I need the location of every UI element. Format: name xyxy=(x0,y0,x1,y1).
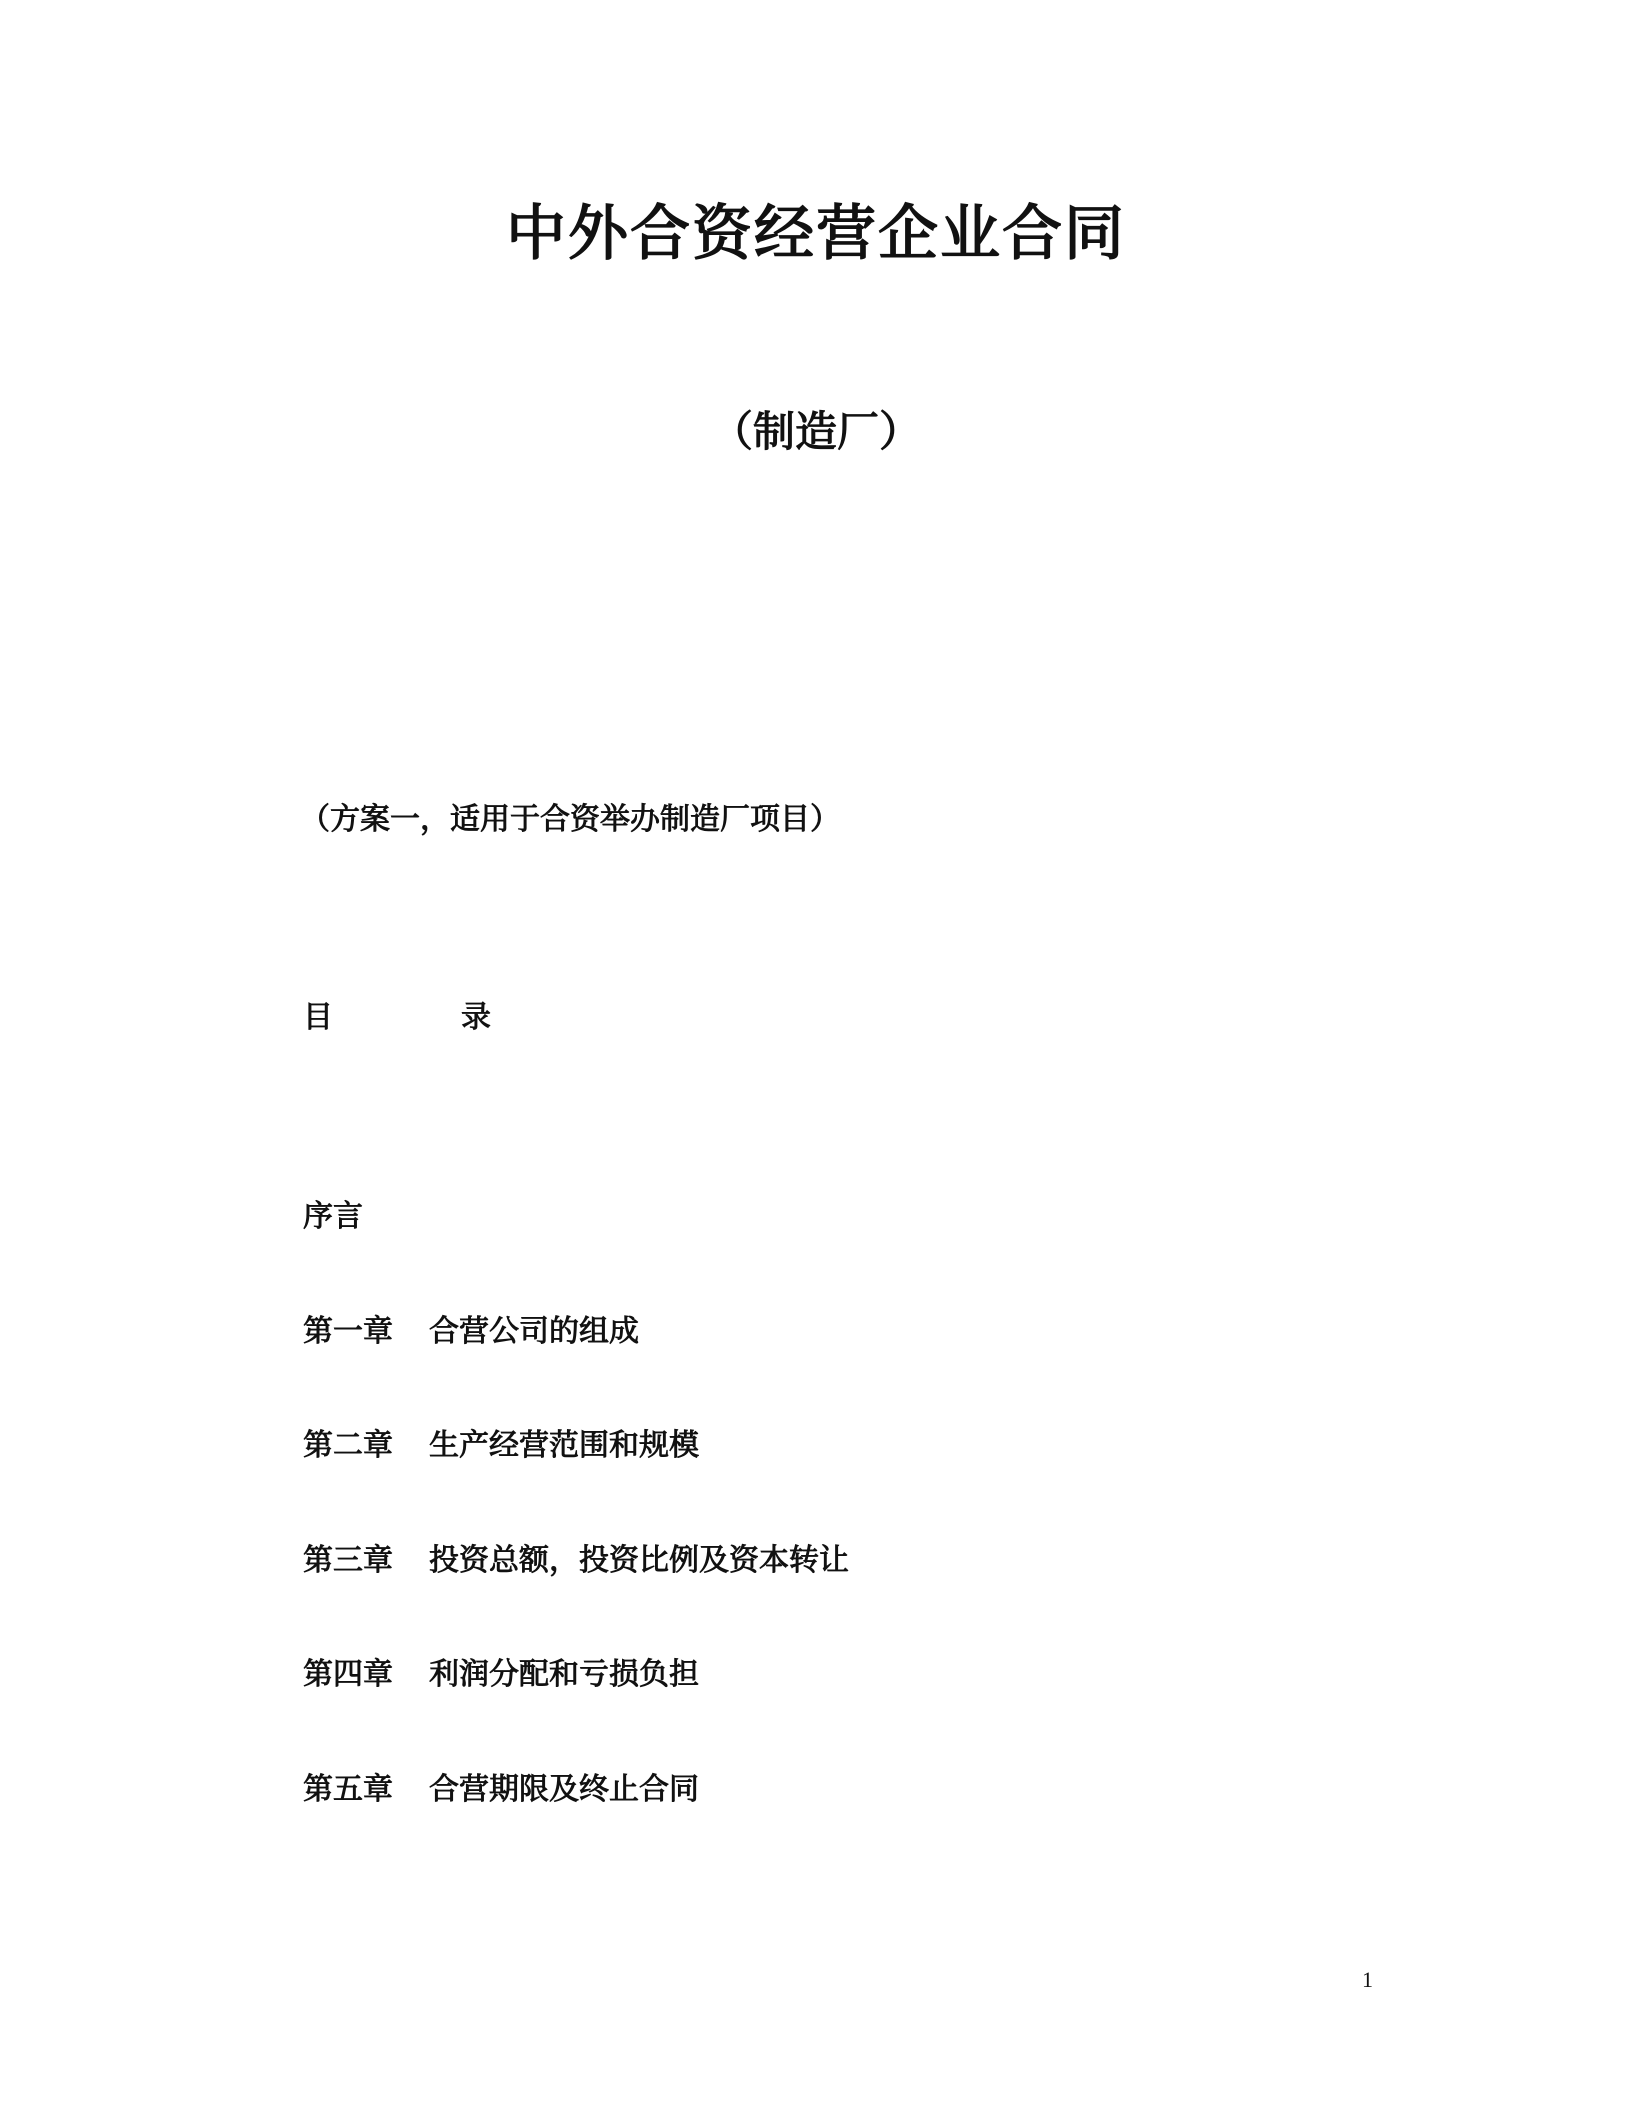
toc-item-chapter-1 xyxy=(303,1312,639,1352)
toc-item-title: 投资总额，投资比例及资本转让 xyxy=(429,1543,849,1578)
document-subtitle: （制造厂） xyxy=(710,407,921,456)
toc-item-preface xyxy=(303,1197,363,1237)
toc-item-chapter-2 xyxy=(303,1426,699,1466)
toc-item-title: 合营期限及终止合同 xyxy=(429,1772,699,1807)
toc-item-chapter: 第五章 xyxy=(303,1772,393,1807)
document-title: 中外合资经营企业合同 xyxy=(506,199,1126,269)
toc-item-chapter: 第三章 xyxy=(303,1543,393,1578)
page-number: 1 xyxy=(1362,1967,1373,1992)
toc-heading-char-2: 录 xyxy=(461,1000,491,1035)
toc-item-chapter: 第四章 xyxy=(303,1657,393,1692)
toc-item-title: 合营公司的组成 xyxy=(429,1314,639,1349)
scheme-note: （方案一，适用于合资举办制造厂项目） xyxy=(300,802,840,837)
toc-heading xyxy=(303,998,491,1038)
toc-item-chapter-5 xyxy=(303,1770,699,1810)
toc-item-chapter: 第一章 xyxy=(303,1314,393,1349)
toc-item-title: 序言 xyxy=(303,1199,363,1234)
toc-item-title: 生产经营范围和规模 xyxy=(429,1428,699,1463)
toc-item-chapter-3 xyxy=(303,1541,849,1581)
toc-item-chapter: 第二章 xyxy=(303,1428,393,1463)
toc-item-title: 利润分配和亏损负担 xyxy=(429,1657,699,1692)
toc-heading-char-1: 目 xyxy=(303,1000,333,1035)
toc-item-chapter-4 xyxy=(303,1655,699,1695)
